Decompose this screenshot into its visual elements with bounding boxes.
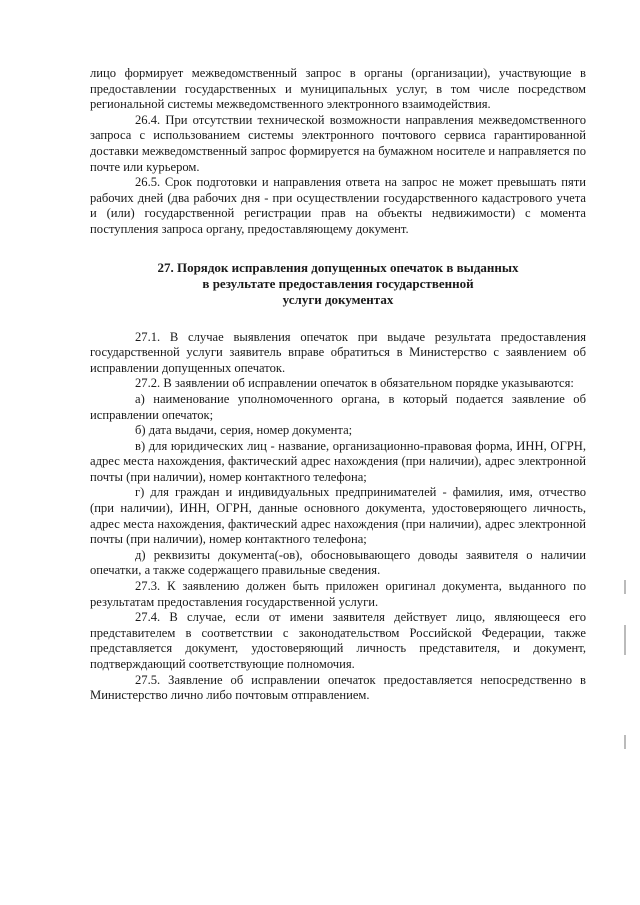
paragraph-26-5: 26.5. Срок подготовки и направления ответа на запрос не может превышать пяти рабочих дней (два рабочих дня - при осуществлении государственного кадастрового учета и (или) государственной регистрации прав на объекты недвижимости) с момента поступления запроса органу, предоставляющему документ.	[90, 175, 586, 236]
paragraph-27-2-v: в) для юридических лиц - название, организационно-правовая форма, ИНН, ОГРН, адрес места нахождения, фактический адрес нахождения (при наличии), адрес электронной почты (при наличии), номер контактного телефона;	[90, 438, 586, 484]
paragraph-27-2-a: а) наименование уполномоченного органа, в который подается заявление об исправлении опечаток;	[90, 391, 586, 422]
section-heading-27	[90, 260, 586, 308]
paragraph-27-5: 27.5. Заявление об исправлении опечаток предоставляется непосредственно в Министерство лично либо почтовым отправлением.	[90, 672, 586, 703]
paragraphs-before-heading	[90, 66, 586, 238]
paragraph-27-2-d: д) реквизиты документа(-ов), обосновывающего доводы заявителя о наличии опечатки, а также содержащего правильные сведения.	[90, 547, 586, 578]
scan-margin-mark	[624, 580, 626, 594]
paragraph-27-3: 27.3. К заявлению должен быть приложен оригинал документа, выданного по результатам предоставления государственной услуги.	[90, 579, 586, 609]
section-heading-line-2: в результате предоставления государственной	[202, 275, 474, 291]
section-heading-line-3: услуги документах	[282, 291, 394, 307]
paragraph-27-2-g: г) для граждан и индивидуальных предпринимателей - фамилия, имя, отчество (при наличии), ИНН, ОГРН, данные основного документа, удостоверяющего личность, адрес места нахождения, фактический адрес нахождения (при наличии), адрес электронной почты (при наличии), номер контактного телефона;	[90, 485, 586, 547]
paragraph-27-1: 27.1. В случае выявления опечаток при выдаче результата предоставления государственной услуги заявитель вправе обратиться в Министерство с заявлением об исправлении допущенных опечаток.	[90, 329, 586, 375]
scan-margin-mark	[624, 735, 626, 749]
paragraph-continued: лицо формирует межведомственный запрос в органы (организации), участвующие в предоставлении государственных и муниципальных услуг, в том числе посредством региональной системы межведомственного электронного взаимодействия.	[90, 66, 586, 112]
paragraphs-after-heading	[90, 330, 586, 704]
paragraph-27-2: 27.2. В заявлении об исправлении опечаток в обязательном порядке указываются:	[135, 376, 574, 391]
paragraph-27-2-b: б) дата выдачи, серия, номер документа;	[135, 423, 353, 438]
paragraph-26-4: 26.4. При отсутствии технической возможности направления межведомственного запроса с использованием системы электронного почтового сервиса гарантированной доставки межведомственный запрос формируется на бумажном носителе и направляется по почте или курьером.	[90, 112, 586, 174]
paragraph-27-4: 27.4. В случае, если от имени заявителя действует лицо, являющееся его представителем в соответствии с законодательством Российской Федерации, также представляется документ, удостоверяющий личность представителя, и документ, подтверждающий соответствующие полномочия.	[90, 610, 586, 671]
scan-margin-mark	[624, 625, 626, 655]
section-heading-line-1: 27. Порядок исправления допущенных опечаток в выданных	[157, 259, 519, 275]
